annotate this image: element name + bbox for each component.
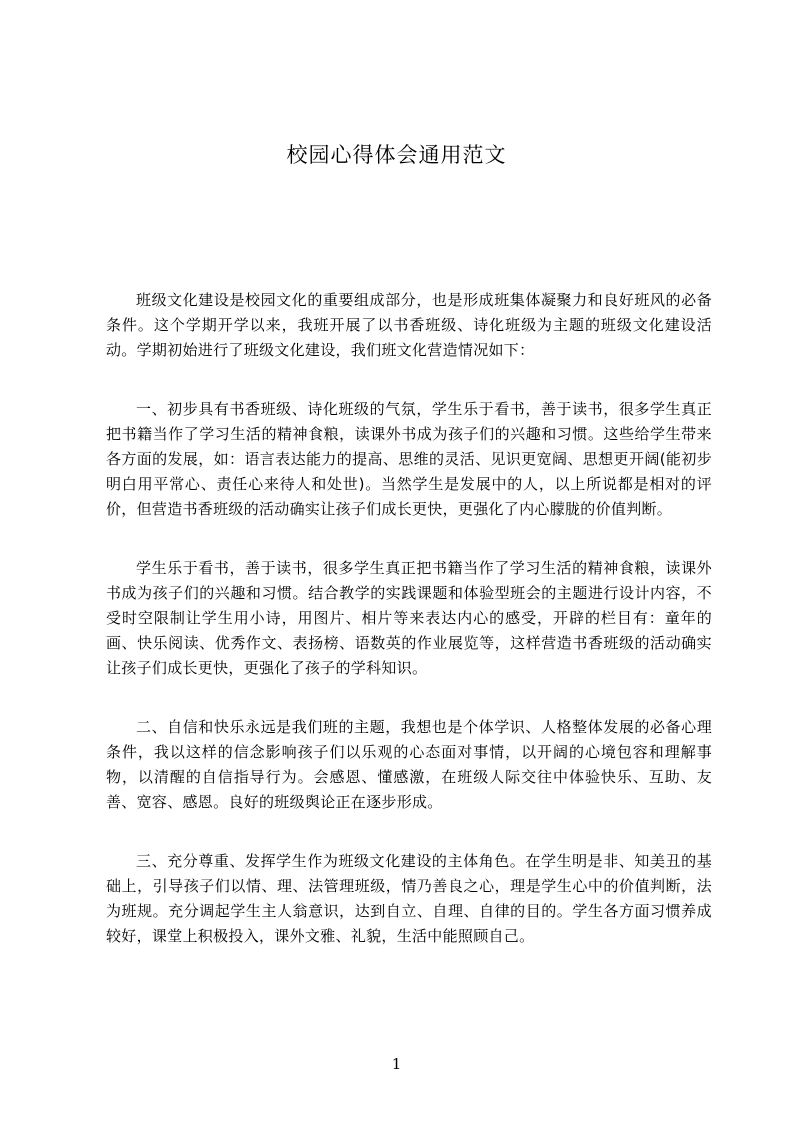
paragraph-section-1: 一、初步具有书香班级、诗化班级的气氛，学生乐于看书，善于读书，很多学生真正把书籍当作了学习生活的精神食粮，读课外书成为孩子们的兴趣和习惯。这些给学生带来各方面的发展，如：语言表达能力的提高、思维的灵活、见识更宽阔、思想更开阔(能初步明白用平常心、责任心来待人和处世)。当然学生是发展中的人，以上所说都是相对的评价，但营造书香班级的活动确实让孩子们成长更快，更强化了内心朦胧的价值判断。 [106,400,712,518]
page-title: 校园心得体会通用范文 [286,143,507,167]
paragraph-section-2: 二、自信和快乐永远是我们班的主题，我想也是个体学识、人格整体发展的必备心理条件，我以这样的信念影响孩子们以乐观的心态面对事情，以开阔的心境包容和理解事物，以清醒的自信指导行为。会感恩、懂感激，在班级人际交往中体验快乐、互助、友善、宽容、感恩。良好的班级舆论正在逐步形成。 [106,718,712,811]
page-number: 1 [391,1055,402,1073]
document-body [106,288,712,983]
paragraph-section-3: 三、充分尊重、发挥学生作为班级文化建设的主体角色。在学生明是非、知美丑的基础上，引导孩子们以情、理、法管理班级，情乃善良之心，理是学生心中的价值判断，法为班规。充分调起学生主人翁意识，达到自立、自理、自律的目的。学生各方面习惯养成较好，课堂上积极投入，课外文雅、礼貌，生活中能照顾自己。 [106,852,712,945]
paragraph-intro: 班级文化建设是校园文化的重要组成部分，也是形成班集体凝聚力和良好班风的必备条件。这个学期开学以来，我班开展了以书香班级、诗化班级为主题的班级文化建设活动。学期初始进行了班级文化建设，我们班文化营造情况如下： [106,291,712,359]
paragraph-reading: 学生乐于看书，善于读书，很多学生真正把书籍当作了学习生活的精神食粮，读课外书成为孩子们的兴趣和习惯。结合教学的实践课题和体验型班会的主题进行设计内容，不受时空限制让学生用小诗，用图片、相片等来表达内心的感受，开辟的栏目有：童年的画、快乐阅读、优秀作文、表扬榜、语数英的作业展览等，这样营造书香班级的活动确实让孩子们成长更快，更强化了孩子的学科知识。 [106,559,712,677]
